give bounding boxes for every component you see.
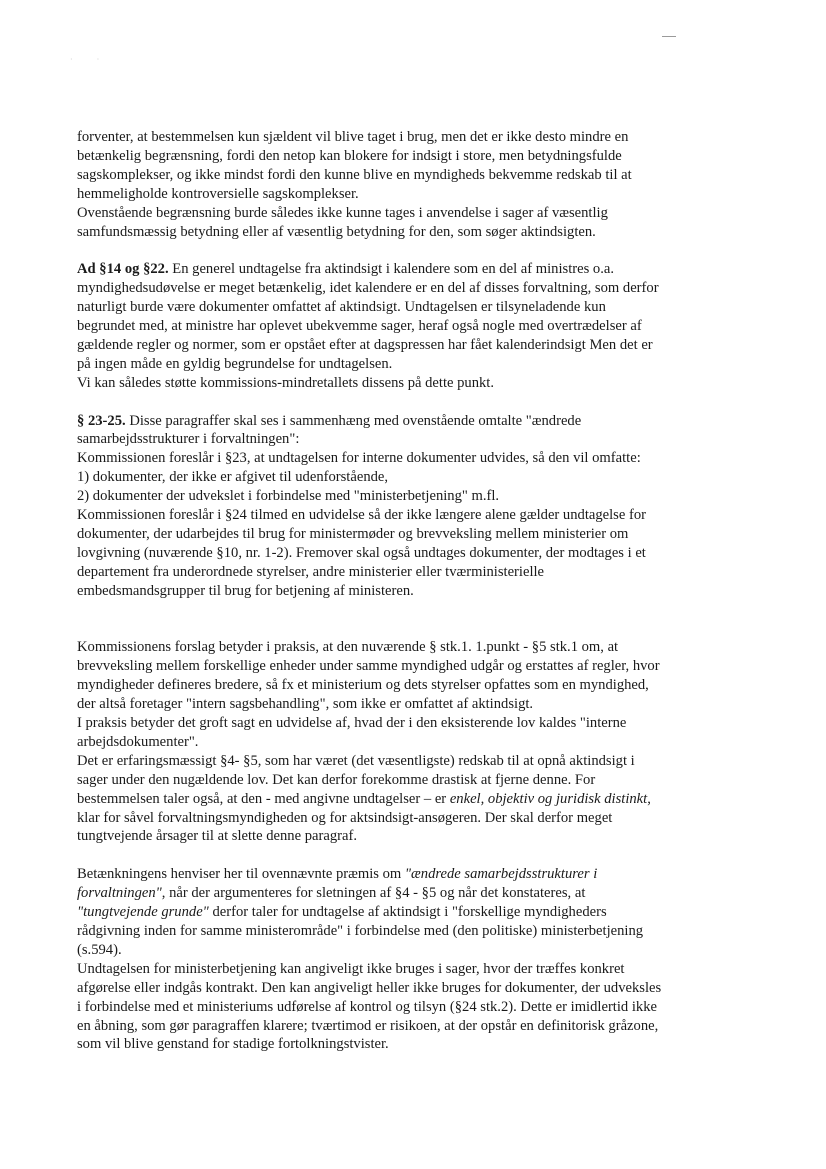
text-line: Kommissionen foreslår i §24 tilmed en udvidelse så der ikke længere alene gælder undtagelse for bbox=[77, 507, 646, 524]
scan-specks: · · bbox=[70, 55, 100, 64]
text-line: hemmeligholde kontroversielle sagskomplekser. bbox=[77, 185, 359, 202]
text-line: departement fra underordnede styrelser, andre ministerier eller tværministerielle bbox=[77, 563, 545, 580]
text-run: bestemmelsen taler også, at den - med angivne undtagelser – er bbox=[77, 790, 450, 807]
text-line: begrundet med, at ministre har oplevet ubekvemme sager, heraf også nogle med overtrædelser af bbox=[77, 318, 642, 335]
paragraph-ad-14-22 bbox=[77, 260, 757, 392]
text-line bbox=[77, 884, 757, 903]
text-line: (s.594). bbox=[77, 941, 122, 958]
text-line bbox=[77, 790, 757, 809]
text-line: Kommissionens forslag betyder i praksis, at den nuværende § stk.1. 1.punkt - §5 stk.1 om, at bbox=[77, 639, 619, 656]
text-line: der altså foretager "intern sagsbehandling", som ikke er omfattet af aktindsigt. bbox=[77, 696, 534, 713]
text-line: I praksis betyder det groft sagt en udvidelse af, hvad der i den eksisterende lov kaldes "interne bbox=[77, 715, 627, 732]
text-line bbox=[77, 865, 757, 884]
text-run: derfor taler for undtagelse af aktindsigt i "forskellige myndigheders bbox=[208, 904, 607, 921]
text-line: sager under den nugældende lov. Det kan derfor forekomme drastisk at fjerne denne. For bbox=[77, 771, 596, 788]
text-line: Det er erfaringsmæssigt §4- §5, som har været (det væsentligste) redskab til at opnå aktindsigt i bbox=[77, 752, 635, 769]
text-line: Vi kan således støtte kommissions-mindretallets dissens på dette punkt. bbox=[77, 374, 495, 391]
text-line: en åbning, som gør paragraffen klarere; tværtimod er risikoen, at der opstår en definitorisk gråzone, bbox=[77, 1017, 659, 1034]
text-run: Betænkningens henviser her til ovennævnte præmis om bbox=[77, 866, 405, 883]
text-line: samfundsmæssig betydning eller af væsentlig betydning for den, som søger aktindsigten. bbox=[77, 223, 596, 240]
paragraph-betaenkningens bbox=[77, 865, 757, 1054]
text-line: på ingen måde en gyldig begrundelse for undtagelsen. bbox=[77, 355, 393, 372]
emphasis-distinkt: enkel, objektiv og juridisk distinkt bbox=[449, 790, 648, 807]
text-line: dokumenter, der udarbejdes til brug for ministermøder og brevveksling mellem ministerier om bbox=[77, 526, 629, 542]
text-line: forventer, at bestemmelsen kun sjældent vil blive taget i brug, men det er ikke desto mindre en bbox=[77, 129, 629, 145]
text-run: Disse paragraffer skal ses i sammenhæng med ovenstående omtalte "ændrede bbox=[129, 412, 582, 429]
text-line: 1) dokumenter, der ikke er afgivet til udenforstående, bbox=[77, 469, 389, 486]
text-line: Kommissionen foreslår i §23, at undtagelsen for interne dokumenter udvides, så den vil omfatte: bbox=[77, 450, 641, 467]
text-line: embedsmandsgrupper til brug for betjening af ministeren. bbox=[77, 582, 414, 599]
text-line: samarbejdsstrukturer i forvaltningen": bbox=[77, 431, 300, 448]
text-line: sagskomplekser, og ikke mindst fordi den kunne blive en myndigheds bekvemme redskab til at bbox=[77, 166, 632, 183]
text-line: myndighedsudøvelse er meget betænkelig, idet kalendere er en del af disses forvaltning, som derfor bbox=[77, 280, 659, 297]
section-heading-ad-14-22: Ad §14 og §22. bbox=[77, 261, 169, 278]
emphasis-forvaltningen: forvaltningen" bbox=[77, 885, 162, 902]
text-line: betænkelig begrænsning, fordi den netop kan blokere for indsigt i store, men betydningsfulde bbox=[77, 147, 622, 164]
paragraph-1 bbox=[77, 128, 757, 241]
scan-mark bbox=[662, 36, 676, 37]
text-run: , bbox=[647, 790, 651, 807]
text-line: 2) dokumenter der udvekslet i forbindelse med "ministerbetjening" m.fl. bbox=[77, 488, 500, 505]
text-line: arbejdsdokumenter". bbox=[77, 733, 199, 750]
blank-line bbox=[77, 601, 757, 620]
text-line: gældende regler og normer, som er opstået efter at dagspressen har fået kalenderindsigt Men det er bbox=[77, 336, 653, 353]
text-line: Undtagelsen for ministerbetjening kan angiveligt ikke bruges i sager, hvor der træffes konkret bbox=[77, 960, 625, 977]
paragraph-kommissionens-forslag bbox=[77, 638, 757, 846]
text-line: i forbindelse med et ministeriums udførelse af kontrol og tilsyn (§24 stk.2). Dette er imidlertid ikke bbox=[77, 998, 657, 1015]
text-line: brevveksling mellem forskellige enheder under samme myndighed udgår og erstattes af regler, hvor bbox=[77, 658, 660, 675]
text-line: tungtvejende årsager til at slette denne paragraf. bbox=[77, 828, 357, 845]
text-line bbox=[77, 412, 757, 431]
text-line bbox=[77, 903, 757, 922]
text-line: klar for såvel forvaltningsmyndigheden og for aktsindsigt-ansøgeren. Der skal derfor meget bbox=[77, 809, 613, 826]
text-line: som vil blive genstand for stadige fortolkningstvister. bbox=[77, 1036, 389, 1053]
text-line: Ovenstående begrænsning burde således ikke kunne tages i anvendelse i sager af væsentlig bbox=[77, 204, 608, 221]
text-line: afgørelse eller indgås kontrakt. Den kan angiveligt heller ikke bruges for dokumenter, der udveksles bbox=[77, 979, 662, 996]
text-line bbox=[77, 260, 757, 279]
section-heading-23-25: § 23-25. bbox=[77, 412, 126, 429]
paragraph-23-25 bbox=[77, 412, 757, 620]
text-line: myndigheder defineres bredere, så fx et ministerium og dets styrelser opfattes som en myndighed, bbox=[77, 677, 649, 694]
body-text bbox=[77, 128, 757, 1054]
text-run: , når der argumenteres for sletningen af §4 - §5 og når det konstateres, at bbox=[161, 885, 586, 902]
emphasis-tungtvejende-grunde: "tungtvejende grunde" bbox=[77, 904, 209, 921]
text-line: lovgivning (nuværende §10, nr. 1-2). Fremover skal også undtages dokumenter, der modtages i et bbox=[77, 544, 646, 561]
emphasis-samarbejdsstrukturer: "ændrede samarbejdsstrukturer i bbox=[404, 866, 598, 883]
text-line: rådgivning inden for samme ministerområde" i forbindelse med (den politiske) ministerbetjening bbox=[77, 922, 644, 939]
text-run: En generel undtagelse fra aktindsigt i kalendere som en del af ministres o.a. bbox=[172, 261, 614, 278]
text-line: naturligt burde være dokumenter omfattet af aktindsigt. Undtagelsen er tilsyneladende kun bbox=[77, 299, 606, 316]
